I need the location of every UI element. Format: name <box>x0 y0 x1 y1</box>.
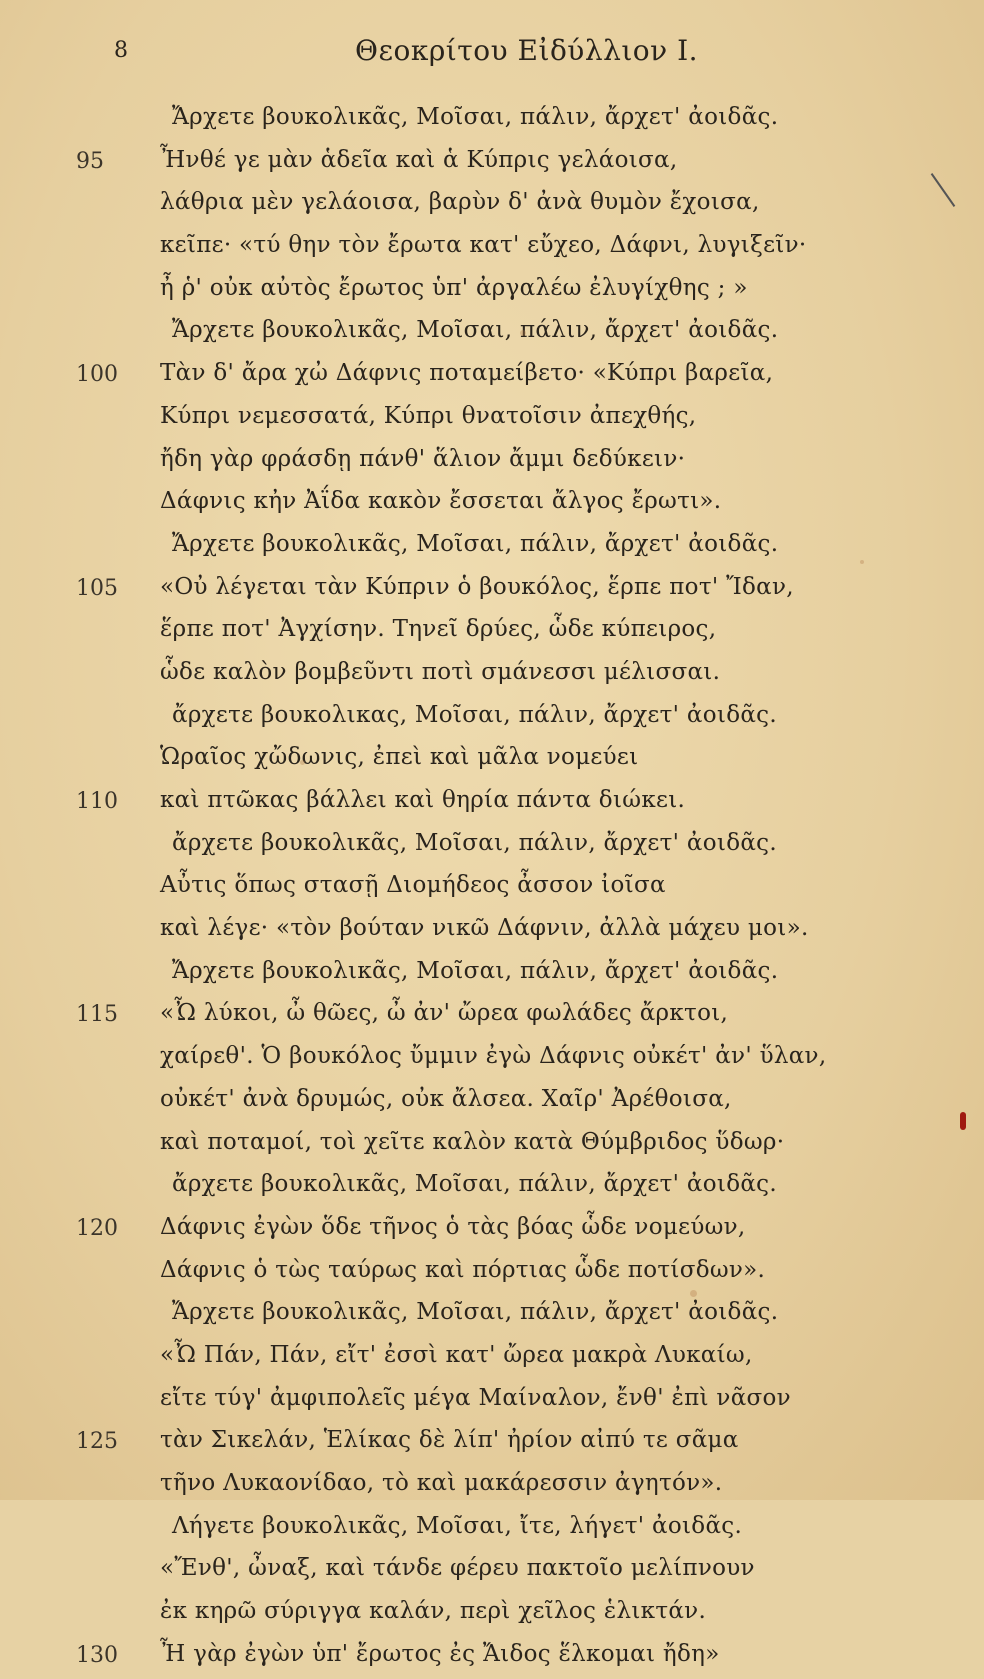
verse-text: καὶ λέγε· «τὸν βούταν νικῶ Δάφνιν, ἀλλὰ μάχευ μοι». <box>160 915 809 942</box>
verse-line <box>0 1338 984 1381</box>
refrain-text: Λήγετε βουκολικᾶς, Μοῖσαι, ἴτε, λήγετ' ἀοιδᾶς. <box>172 1512 743 1539</box>
verse-text: Αὖτις ὅπως στασῇ Διομήδεος ἆσσον ἰοῖσα <box>160 872 666 899</box>
verse-text: κεῖπε· «τύ θην τὸν ἔρωτα κατ' εὔχεο, Δάφνι, λυγιξεῖν· <box>160 232 807 259</box>
refrain-text: ἄρχετε βουκολικᾶς, Μοῖσαι, πάλιν, ἄρχετ' ἀοιδᾶς. <box>172 1171 777 1198</box>
verse-line <box>0 442 984 485</box>
verse-text: Κύπρι νεμεσσατά, Κύπρι θνατοῖσιν ἀπεχθής, <box>160 402 697 429</box>
verse-line <box>0 698 984 741</box>
verse-text: τὰν Σικελάν, Ἑλίκας δὲ λίπ' ἠρίον αἰπύ τε σᾶμα <box>160 1427 739 1454</box>
verse-text: «Ἔνθ', ὦναξ, καὶ τάνδε φέρευ πακτοῖο μελίπνουν <box>160 1555 755 1582</box>
verse-line <box>0 1381 984 1424</box>
verse-text: καὶ ποταμοί, τοὶ χεῖτε καλὸν κατὰ Θύμβριδος ὕδωρ· <box>160 1128 785 1155</box>
verse-line <box>0 1509 984 1552</box>
page-number: 8 <box>114 38 128 63</box>
verse-line <box>0 1167 984 1210</box>
verse-line <box>0 1125 984 1168</box>
verse-text: Δάφνις ἐγὼν ὅδε τῆνος ὁ τὰς βόας ὧδε νομεύων, <box>160 1213 746 1240</box>
verse-text: χαίρεθ'. Ὁ βουκόλος ὔμμιν ἐγὼ Δάφνις οὐκέτ' ἀν' ὕλαν, <box>160 1043 827 1070</box>
verse-line <box>0 570 984 613</box>
verse-block <box>0 100 984 1679</box>
verse-line <box>0 1466 984 1509</box>
verse-line <box>0 1039 984 1082</box>
verse-line <box>0 143 984 186</box>
verse-line <box>0 228 984 271</box>
verse-text: Δάφνις κἠν Ἀΐδα κακὸν ἔσσεται ἄλγος ἔρωτι». <box>160 488 722 515</box>
verse-text: ἐκ κηρῶ σύριγγα καλάν, περὶ χεῖλος ἑλικτάν. <box>160 1598 707 1625</box>
page-header <box>0 34 984 74</box>
verse-text: Τὰν δ' ἄρα χὠ Δάφνις ποταμείβετο· «Κύπρι βαρεῖα, <box>160 360 774 387</box>
verse-line <box>0 655 984 698</box>
verse-line <box>0 356 984 399</box>
refrain-text: Ἄρχετε βουκολικᾶς, Μοῖσαι, πάλιν, ἄρχετ' ἀοιδᾶς. <box>172 530 779 557</box>
refrain-text: Ἄρχετε βουκολικᾶς, Μοῖσαι, πάλιν, ἄρχετ' ἀοιδᾶς. <box>172 317 779 344</box>
verse-line <box>0 271 984 314</box>
verse-text: ἦ ῥ' οὐκ αὐτὸς ἔρωτος ὑπ' ἀργαλέω ἐλυγίχθης ; » <box>160 274 748 301</box>
verse-text: Δάφνις ὁ τὼς ταύρως καὶ πόρτιας ὧδε ποτίσδων». <box>160 1256 766 1283</box>
line-number: 110 <box>76 789 118 814</box>
verse-text: οὐκέτ' ἀνὰ δρυμώς, οὐκ ἄλσεα. Χαῖρ' Ἀρέθοισα, <box>160 1085 732 1112</box>
refrain-text: Ἄρχετε βουκολικᾶς, Μοῖσαι, πάλιν, ἄρχετ' ἀοιδᾶς. <box>172 1299 779 1326</box>
line-number: 100 <box>76 362 118 388</box>
verse-line <box>0 527 984 570</box>
verse-line <box>0 1210 984 1253</box>
verse-text: ἤδη γὰρ φράσδῃ πάνθ' ἅλιον ἄμμι δεδύκειν· <box>160 445 686 472</box>
verse-text: εἴτε τύγ' ἀμφιπολεῖς μέγα Μαίναλον, ἔνθ' ἐπὶ νᾶσον <box>160 1384 791 1411</box>
verse-text: «Ὦ λύκοι, ὦ θῶες, ὦ ἀν' ὤρεα φωλάδες ἄρκτοι, <box>160 1000 729 1027</box>
verse-text: τῆνο Λυκαονίδαο, τὸ καὶ μακάρεσσιν ἀγητόν». <box>160 1470 723 1496</box>
refrain-text: Ἄρχετε βουκολικᾶς, Μοῖσαι, πάλιν, ἄρχετ' ἀοιδᾶς. <box>172 104 779 130</box>
verse-text: καὶ πτῶκας βάλλει καὶ θηρία πάντα διώκει. <box>160 787 686 813</box>
verse-text: «Οὐ λέγεται τὰν Κύπριν ὁ βουκόλος, ἕρπε ποτ' Ἴδαν, <box>160 573 794 600</box>
foxing-spot <box>860 560 864 564</box>
line-number: 105 <box>76 575 118 601</box>
line-number: 115 <box>76 1002 118 1028</box>
verse-line <box>0 612 984 655</box>
verse-text: Ἦνθέ γε μὰν ἁδεῖα καὶ ἁ Κύπρις γελάοισα, <box>160 146 678 173</box>
verse-text: «Ὦ Πάν, Πάν, εἴτ' ἐσσὶ κατ' ὤρεα μακρὰ Λυκαίω, <box>160 1341 753 1368</box>
verse-line <box>0 399 984 442</box>
verse-line <box>0 911 984 954</box>
refrain-text: ἄρχετε βουκολικᾶς, Μοῖσαι, πάλιν, ἄρχετ' ἀοιδᾶς. <box>172 829 777 856</box>
verse-line <box>0 996 984 1039</box>
verse-line <box>0 100 984 143</box>
verse-line <box>0 1082 984 1125</box>
verse-line <box>0 313 984 356</box>
refrain-text: ἄρχετε βουκολικας, Μοῖσαι, πάλιν, ἄρχετ' ἀοιδᾶς. <box>172 701 777 728</box>
verse-line <box>0 1253 984 1296</box>
line-number: 130 <box>76 1642 118 1668</box>
verse-line <box>0 1295 984 1338</box>
foxing-spot <box>300 760 305 765</box>
verse-line <box>0 1637 984 1679</box>
verse-line <box>0 740 984 783</box>
line-number: 120 <box>76 1215 118 1241</box>
verse-line <box>0 1423 984 1466</box>
line-number: 125 <box>76 1429 118 1455</box>
running-title: Θεοκρίτου Εἰδύλλιον Ι. <box>355 34 699 67</box>
verse-line <box>0 1594 984 1637</box>
verse-line <box>0 484 984 527</box>
line-number: 95 <box>76 148 104 174</box>
margin-red-mark <box>960 1112 966 1130</box>
verse-line <box>0 185 984 228</box>
verse-line <box>0 826 984 869</box>
verse-text: Ὡραῖος χὤδωνις, ἐπεὶ καὶ μᾶλα νομεύει <box>160 744 639 771</box>
verse-text: λάθρια μὲν γελάοισα, βαρὺν δ' ἀνὰ θυμὸν ἔχοισα, <box>160 189 760 216</box>
refrain-text: Ἄρχετε βουκολικᾶς, Μοῖσαι, πάλιν, ἄρχετ' ἀοιδᾶς. <box>172 957 779 984</box>
foxing-spot <box>520 330 526 336</box>
foxing-spot <box>690 1290 697 1297</box>
verse-text: ὧδε καλὸν βομβεῦντι ποτὶ σμάνεσσι μέλισσαι. <box>160 658 721 685</box>
verse-text: Ἦ γὰρ ἐγὼν ὑπ' ἔρωτος ἐς Ἄιδος ἕλκομαι ἤδη» <box>160 1640 720 1667</box>
verse-line <box>0 783 984 826</box>
verse-line <box>0 954 984 997</box>
verse-text: ἕρπε ποτ' Ἀγχίσην. Τηνεῖ δρύες, ὧδε κύπειρος, <box>160 616 717 643</box>
verse-line <box>0 1551 984 1594</box>
verse-line <box>0 868 984 911</box>
